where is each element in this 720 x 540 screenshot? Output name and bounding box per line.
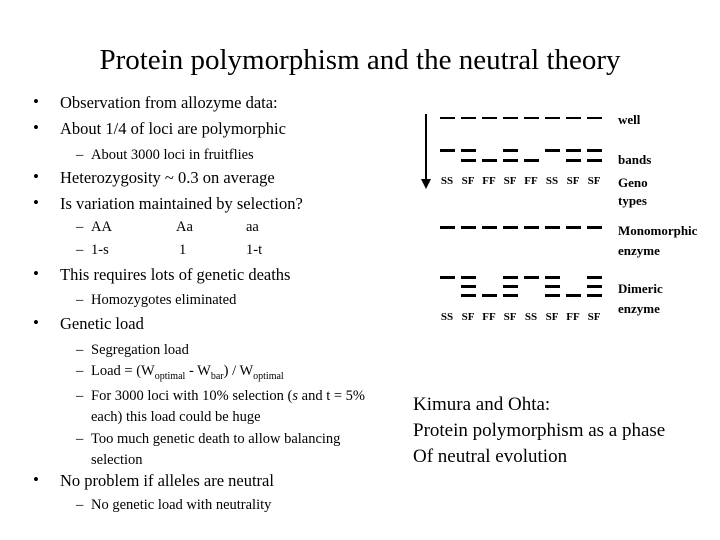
gel1-genotype-label: FF <box>524 175 538 187</box>
italic-s: s <box>292 388 299 404</box>
gel1-band <box>545 149 560 152</box>
down-arrow-line <box>425 114 427 180</box>
gel2-band <box>587 294 602 297</box>
gel2-band <box>461 276 476 279</box>
gel2-band <box>503 285 518 288</box>
gel1-genotype-label: SS <box>545 175 559 187</box>
sub-bullet-text: – Homozygotes eliminated <box>91 292 237 308</box>
gel2-band <box>545 285 560 288</box>
gel2-band <box>587 276 602 279</box>
gel1-well-dash <box>461 117 476 119</box>
bullet-item-polymorphic <box>0 118 440 139</box>
bullet-text: • Is variation maintained by selection? <box>60 194 303 213</box>
sub-bullet-3000-loci <box>0 386 440 428</box>
gel2-band <box>566 294 581 297</box>
gel2-monomorphic-band <box>566 226 581 229</box>
gel2-genotype-label: SF <box>503 311 517 323</box>
gel2-genotype-label: SF <box>545 311 559 323</box>
genotype-cell: AA <box>91 219 112 235</box>
sub-bullet-text: – Segregation load <box>91 342 189 358</box>
gel2-genotype-label: SF <box>587 311 601 323</box>
gel1-band <box>566 159 581 162</box>
gel1-well-dash <box>566 117 581 119</box>
caption-line: Of neutral evolution <box>413 446 568 467</box>
formula-part: - W <box>185 363 211 379</box>
gel2-genotype-label: SS <box>440 311 454 323</box>
sub-bullet-segregation-load <box>0 340 440 361</box>
gel2-monomorphic-band <box>503 226 518 229</box>
gel-label-dimeric-1: Dimeric <box>618 281 663 296</box>
gel1-well-dash <box>524 117 539 119</box>
gel2-monomorphic-band <box>524 226 539 229</box>
gel2-band <box>503 294 518 297</box>
bullet-text: • This requires lots of genetic deaths <box>60 265 291 284</box>
gel1-band <box>524 159 539 162</box>
sub-bullet-text: – About 3000 loci in fruitflies <box>91 147 254 163</box>
gel2-band <box>503 276 518 279</box>
gel1-genotype-label: FF <box>482 175 496 187</box>
caption-line: Protein polymorphism as a phase <box>413 420 666 441</box>
gel-label-bands: bands <box>618 152 652 167</box>
gel2-band <box>461 285 476 288</box>
sub-bullet-homozygotes <box>0 290 440 311</box>
gel1-well-dash <box>545 117 560 119</box>
bullet-text: • Observation from allozyme data: <box>60 93 278 112</box>
gel2-genotype-label: SS <box>524 311 538 323</box>
formula-subscript: optimal <box>154 370 186 382</box>
caption-block <box>413 392 665 470</box>
gel1-genotype-label: SF <box>461 175 475 187</box>
gel2-monomorphic-band <box>461 226 476 229</box>
sub-bullet-no-load <box>0 495 440 516</box>
bullet-text: • No problem if alleles are neutral <box>60 471 274 490</box>
sub-bullet-text <box>91 386 373 428</box>
sub-bullet-balancing <box>0 429 440 471</box>
bullet-item-genetic-load <box>0 313 440 334</box>
text-part: For 3000 loci with 10% selection ( <box>91 388 293 404</box>
gel1-well-dash <box>440 117 455 119</box>
fitness-cell: 1-t <box>246 242 263 258</box>
gel1-band <box>461 149 476 152</box>
gel1-genotype-label: SF <box>587 175 601 187</box>
genotype-cell: Aa <box>176 219 193 235</box>
gel-label-genotypes-2: types <box>618 193 647 208</box>
gel2-band <box>461 294 476 297</box>
gel1-band <box>482 159 497 162</box>
gel1-genotype-label: SS <box>440 175 454 187</box>
gel2-monomorphic-band <box>587 226 602 229</box>
text-part: and t = 5% each) this load could be huge <box>91 388 365 425</box>
fitness-cell: 1 <box>179 242 187 258</box>
gel1-well-dash <box>503 117 518 119</box>
gel2-band <box>587 285 602 288</box>
gel2-genotype-label: FF <box>482 311 496 323</box>
bullet-item-observation <box>0 92 440 113</box>
gel1-band <box>587 159 602 162</box>
gel1-band <box>566 149 581 152</box>
gel2-monomorphic-band <box>482 226 497 229</box>
sub-bullet-load-formula <box>0 361 440 387</box>
gel1-band <box>461 159 476 162</box>
page-title: Protein polymorphism and the neutral theory <box>99 44 621 76</box>
gel1-genotype-label: SF <box>566 175 580 187</box>
fitness-cell: 1-s <box>91 242 109 258</box>
gel2-genotype-label: FF <box>566 311 580 323</box>
gel1-band <box>503 159 518 162</box>
formula-subscript: optimal <box>253 370 284 382</box>
bullet-item-selection-question <box>0 193 440 214</box>
bullet-text: • About 1/4 of loci are polymorphic <box>60 119 286 138</box>
gel-label-genotypes-1: Geno <box>618 175 648 190</box>
bullet-text: • Heterozygosity ~ 0.3 on average <box>60 168 275 187</box>
caption-line: Kimura and Ohta: <box>413 394 551 415</box>
gel2-monomorphic-band <box>440 226 455 229</box>
gel2-band <box>440 276 455 279</box>
gel2-genotype-label: SF <box>461 311 475 323</box>
gel-label-monomorphic-1: Monomorphic <box>618 223 698 238</box>
down-arrow-head <box>421 179 431 189</box>
formula-subscript: bar <box>210 370 224 382</box>
sub-bullet-text: – No genetic load with neutrality <box>91 497 272 513</box>
bullet-item-neutral-alleles <box>0 470 440 491</box>
bullet-text: • Genetic load <box>60 314 144 333</box>
sub-bullet-text: – Too much genetic death to allow balancing selection <box>91 431 341 468</box>
gel-label-dimeric-2: enzyme <box>618 301 660 316</box>
gel1-well-dash <box>482 117 497 119</box>
gel1-band <box>440 149 455 152</box>
gel2-band <box>545 276 560 279</box>
gel1-band <box>503 149 518 152</box>
bullet-item-heterozygosity <box>0 167 440 188</box>
formula-part: ) / W <box>223 363 254 379</box>
gel2-monomorphic-band <box>545 226 560 229</box>
gel1-band <box>587 149 602 152</box>
load-formula <box>91 361 440 387</box>
sub-bullet-fruitflies <box>0 145 440 166</box>
genotype-cell: aa <box>246 219 259 235</box>
gel-label-well: well <box>618 112 641 127</box>
gel2-band <box>524 276 539 279</box>
gel2-band <box>482 294 497 297</box>
gel-label-monomorphic-2: enzyme <box>618 243 660 258</box>
bullet-item-genetic-deaths <box>0 264 440 285</box>
formula-part: Load = (W <box>91 363 155 379</box>
gel1-genotype-label: SF <box>503 175 517 187</box>
gel1-well-dash <box>587 117 602 119</box>
gel2-band <box>545 294 560 297</box>
